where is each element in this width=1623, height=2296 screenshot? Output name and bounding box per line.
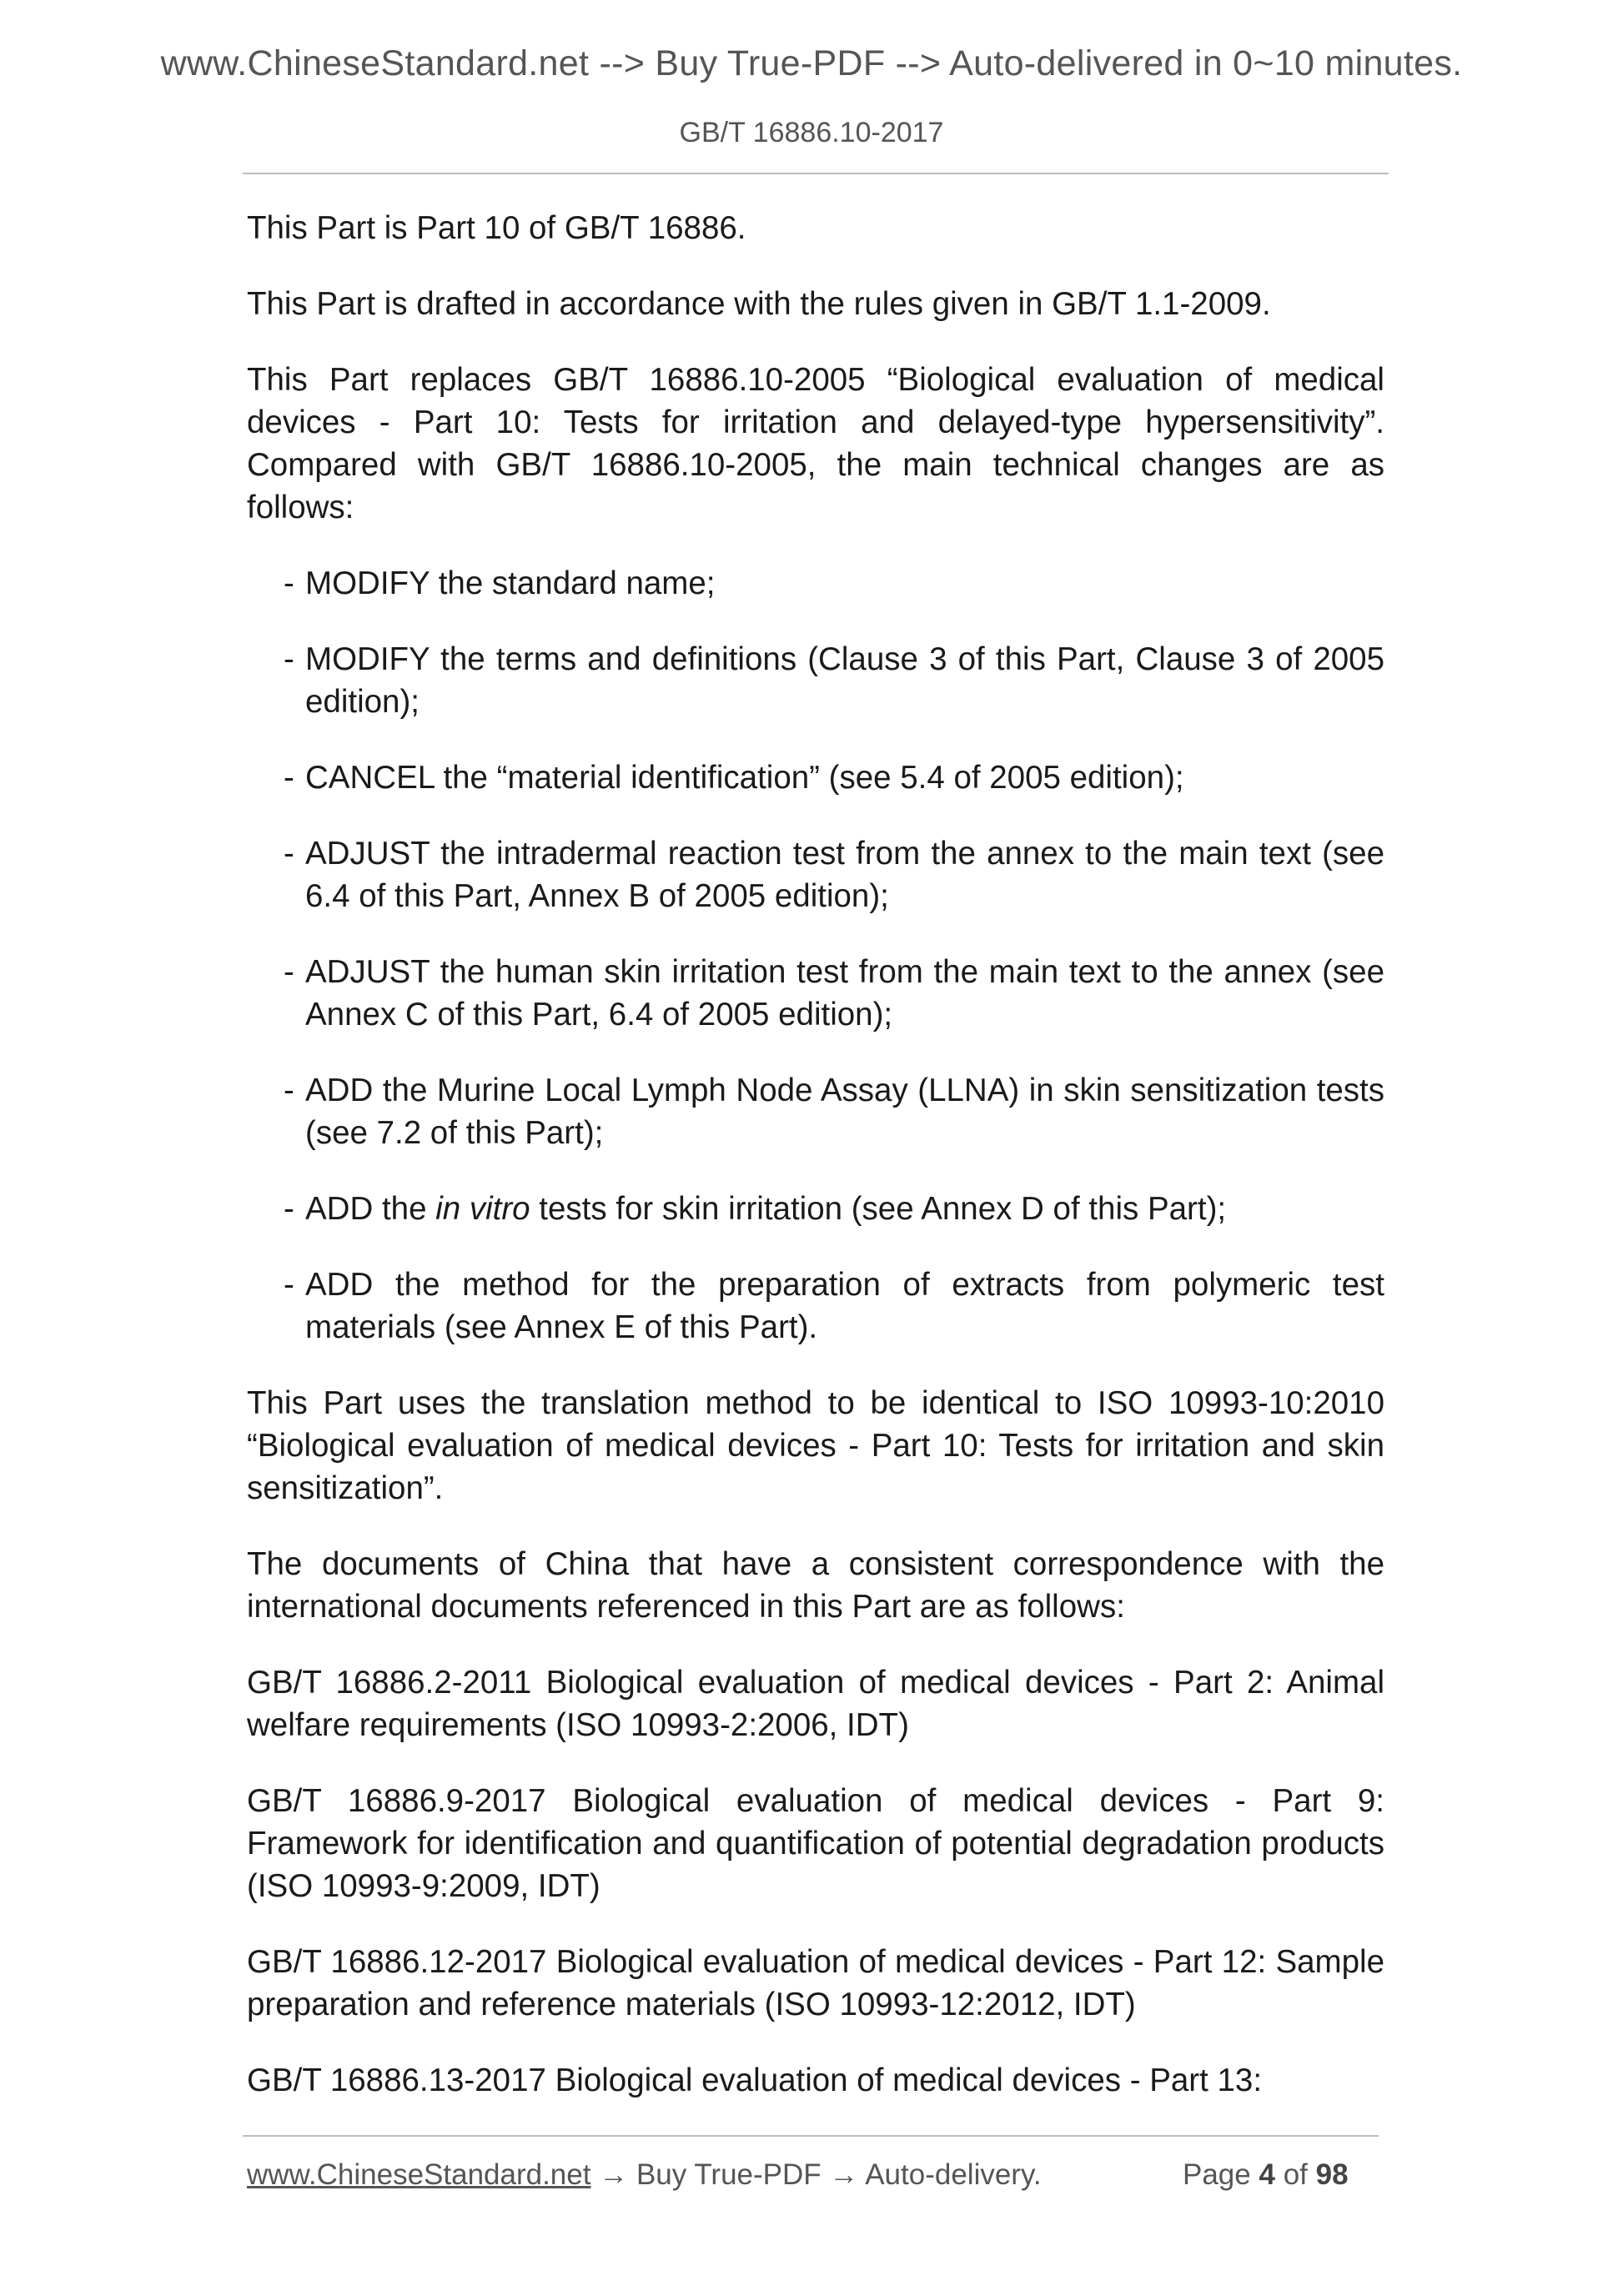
list-item	[247, 1188, 1384, 1230]
list-item-text: ADD the method for the preparation of extracts from polymeric test materials (see Annex E of this Part).	[305, 1267, 1384, 1345]
list-dash: -	[284, 1191, 294, 1227]
page-label: Page	[1183, 2158, 1251, 2191]
arrow-right-icon: →	[599, 2158, 629, 2191]
footer-site-link[interactable]: www.ChineseStandard.net	[247, 2158, 591, 2191]
paragraph-replaces: This Part replaces GB/T 16886.10-2005 “Biological evaluation of medical devices - Part 10: Tests for irritation and delayed-type hypersensitivity”. Compared with GB/T 16886.10-2005, the main technical changes are as follows:	[247, 362, 1384, 525]
list-item	[247, 951, 1384, 1036]
page-total: 98	[1315, 2158, 1349, 2191]
footer-delivery-text: Auto-delivery.	[865, 2158, 1042, 2191]
list-item-text: ADD the Murine Local Lymph Node Assay (LLNA) in skin sensitization tests (see 7.2 of this Part);	[305, 1073, 1384, 1151]
list-dash: -	[284, 565, 294, 601]
list-dash: -	[284, 1073, 294, 1108]
page-indicator	[1183, 2158, 1349, 2192]
reference-item: GB/T 16886.13-2017 Biological evaluation of medical devices - Part 13:	[247, 2062, 1263, 2098]
arrow-right-icon: →	[829, 2158, 859, 2191]
header-divider	[243, 173, 1389, 174]
technical-changes-list	[247, 562, 1384, 1349]
list-item-text: ADJUST the human skin irritation test from the main text to the annex (see Annex C of this Part, 6.4 of 2005 edition);	[305, 954, 1384, 1032]
reference-item: GB/T 16886.12-2017 Biological evaluation of medical devices - Part 12: Sample preparation and reference materials (ISO 10993-12:2012, IDT)	[247, 1944, 1384, 2022]
list-dash: -	[284, 836, 294, 872]
list-item-text: CANCEL the “material identification” (see 5.4 of 2005 edition);	[305, 760, 1184, 796]
list-item	[247, 638, 1384, 723]
list-item	[247, 1264, 1384, 1349]
list-item-italic-term: in vitro	[435, 1191, 530, 1227]
document-code: GB/T 16886.10-2017	[679, 117, 944, 148]
list-dash: -	[284, 1267, 294, 1303]
paragraph-part-number: This Part is Part 10 of GB/T 16886.	[247, 210, 746, 246]
top-banner: www.ChineseStandard.net --> Buy True-PDF --> Auto-delivered in 0~10 minutes.	[160, 43, 1463, 83]
list-item-text-end: tests for skin irritation (see Annex D of this Part);	[530, 1191, 1227, 1227]
list-item	[247, 756, 1384, 799]
page-number: 4	[1259, 2158, 1275, 2191]
list-dash: -	[284, 760, 294, 796]
list-item-text: ADJUST the intradermal reaction test from the annex to the main text (see 6.4 of this Part, Annex B of 2005 edition);	[305, 836, 1384, 914]
page-of-label: of	[1283, 2158, 1308, 2191]
list-item-text: MODIFY the standard name;	[305, 565, 716, 601]
list-item	[247, 562, 1384, 605]
list-dash: -	[284, 641, 294, 677]
reference-item: GB/T 16886.9-2017 Biological evaluation of medical devices - Part 9: Framework for identification and quantification of potential degradation products (ISO 10993-9:2009, IDT)	[247, 1783, 1384, 1904]
footer-buy-text: Buy True-PDF	[636, 2158, 822, 2191]
footer-divider	[243, 2135, 1379, 2137]
list-item	[247, 832, 1384, 917]
paragraph-translation-method: This Part uses the translation method to be identical to ISO 10993-10:2010 “Biological evaluation of medical devices - Part 10: Tests for irritation and skin sensitization”.	[247, 1385, 1384, 1506]
list-dash: -	[284, 954, 294, 990]
reference-item: GB/T 16886.2-2011 Biological evaluation of medical devices - Part 2: Animal welfare requirements (ISO 10993-2:2006, IDT)	[247, 1665, 1384, 1743]
footer-promo	[247, 2158, 1042, 2192]
paragraph-correspondence: The documents of China that have a consistent correspondence with the international documents referenced in this Part are as follows:	[247, 1546, 1384, 1625]
paragraph-drafting-rules: This Part is drafted in accordance with the rules given in GB/T 1.1-2009.	[247, 286, 1271, 322]
list-item-text-start: ADD the	[305, 1191, 436, 1227]
page-content	[247, 207, 1384, 2102]
list-item	[247, 1069, 1384, 1154]
list-item-text: MODIFY the terms and definitions (Clause 3 of this Part, Clause 3 of 2005 edition);	[305, 641, 1384, 720]
